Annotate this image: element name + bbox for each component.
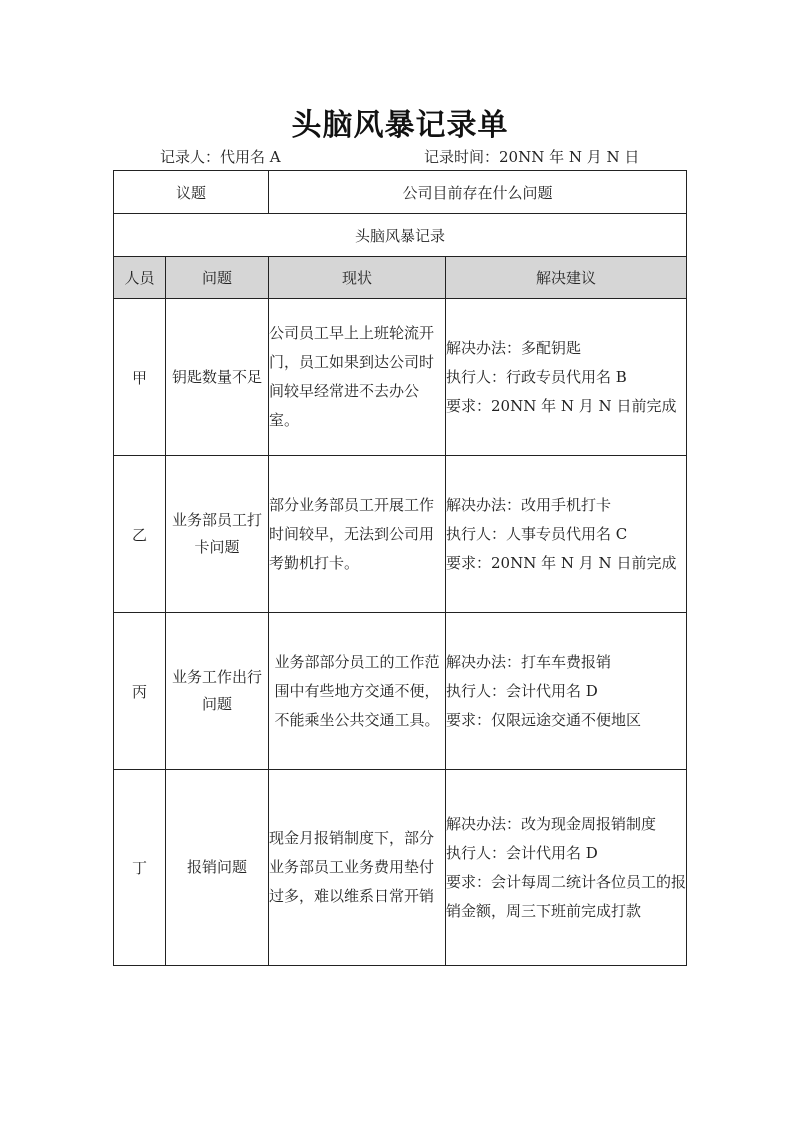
executor-text: 执行人：会计代用名 D (446, 681, 598, 700)
problem-cell: 钥匙数量不足 (166, 299, 269, 456)
topic-value: 公司目前存在什么问题 (269, 171, 687, 214)
record-time-info: 记录时间：20NN 年 N 月 N 日 (424, 148, 640, 166)
topic-label: 议题 (114, 171, 269, 214)
solution-text: 解决办法：改为现金周报销制度 (446, 814, 657, 833)
status-cell: 公司员工早上上班轮流开门，员工如果到达公司时间较早经常进不去办公室。 (269, 299, 446, 456)
suggestion-cell (446, 456, 687, 613)
solution-text: 解决办法：多配钥匙 (446, 338, 582, 357)
header-suggestion: 解决建议 (446, 257, 687, 299)
table-row (114, 613, 687, 770)
suggestion-cell (446, 770, 687, 966)
table-header-row (114, 257, 687, 299)
status-cell: 业务部部分员工的工作范围中有些地方交通不便，不能乘坐公共交通工具。 (269, 613, 446, 770)
status-cell: 部分业务部员工开展工作时间较早，无法到公司用考勤机打卡。 (269, 456, 446, 613)
requirement-text: 要求：20NN 年 N 月 N 日前完成 (446, 396, 677, 415)
status-cell: 现金月报销制度下，部分业务部员工业务费用垫付过多，难以维系日常开销 (269, 770, 446, 966)
suggestion-cell (446, 613, 687, 770)
person-cell: 丙 (114, 613, 166, 770)
header-person: 人员 (114, 257, 166, 299)
person-cell: 乙 (114, 456, 166, 613)
recorder-info: 记录人：代用名 A (160, 148, 281, 166)
executor-text: 执行人：行政专员代用名 B (446, 367, 627, 386)
requirement-text: 要求：20NN 年 N 月 N 日前完成 (446, 553, 677, 572)
suggestion-cell (446, 299, 687, 456)
header-problem: 问题 (166, 257, 269, 299)
solution-text: 解决办法：打车车费报销 (446, 652, 612, 671)
person-cell: 丁 (114, 770, 166, 966)
problem-cell: 报销问题 (166, 770, 269, 966)
topic-row (114, 171, 687, 214)
requirement-text: 要求：仅限远途交通不便地区 (446, 710, 642, 729)
section-row (114, 214, 687, 257)
problem-cell: 业务部员工打卡问题 (166, 456, 269, 613)
table-row (114, 299, 687, 456)
table-row (114, 770, 687, 966)
executor-text: 执行人：人事专员代用名 C (446, 524, 628, 543)
executor-text: 执行人：会计代用名 D (446, 843, 598, 862)
brainstorm-table (113, 170, 687, 966)
solution-text: 解决办法：改用手机打卡 (446, 495, 612, 514)
document-title: 头脑风暴记录单 (291, 108, 509, 143)
header-status: 现状 (269, 257, 446, 299)
requirement-text: 要求：会计每周二统计各位员工的报销金额，周三下班前完成打款 (446, 872, 687, 920)
table-row (114, 456, 687, 613)
section-title: 头脑风暴记录 (114, 214, 687, 257)
person-cell: 甲 (114, 299, 166, 456)
problem-cell: 业务工作出行问题 (166, 613, 269, 770)
